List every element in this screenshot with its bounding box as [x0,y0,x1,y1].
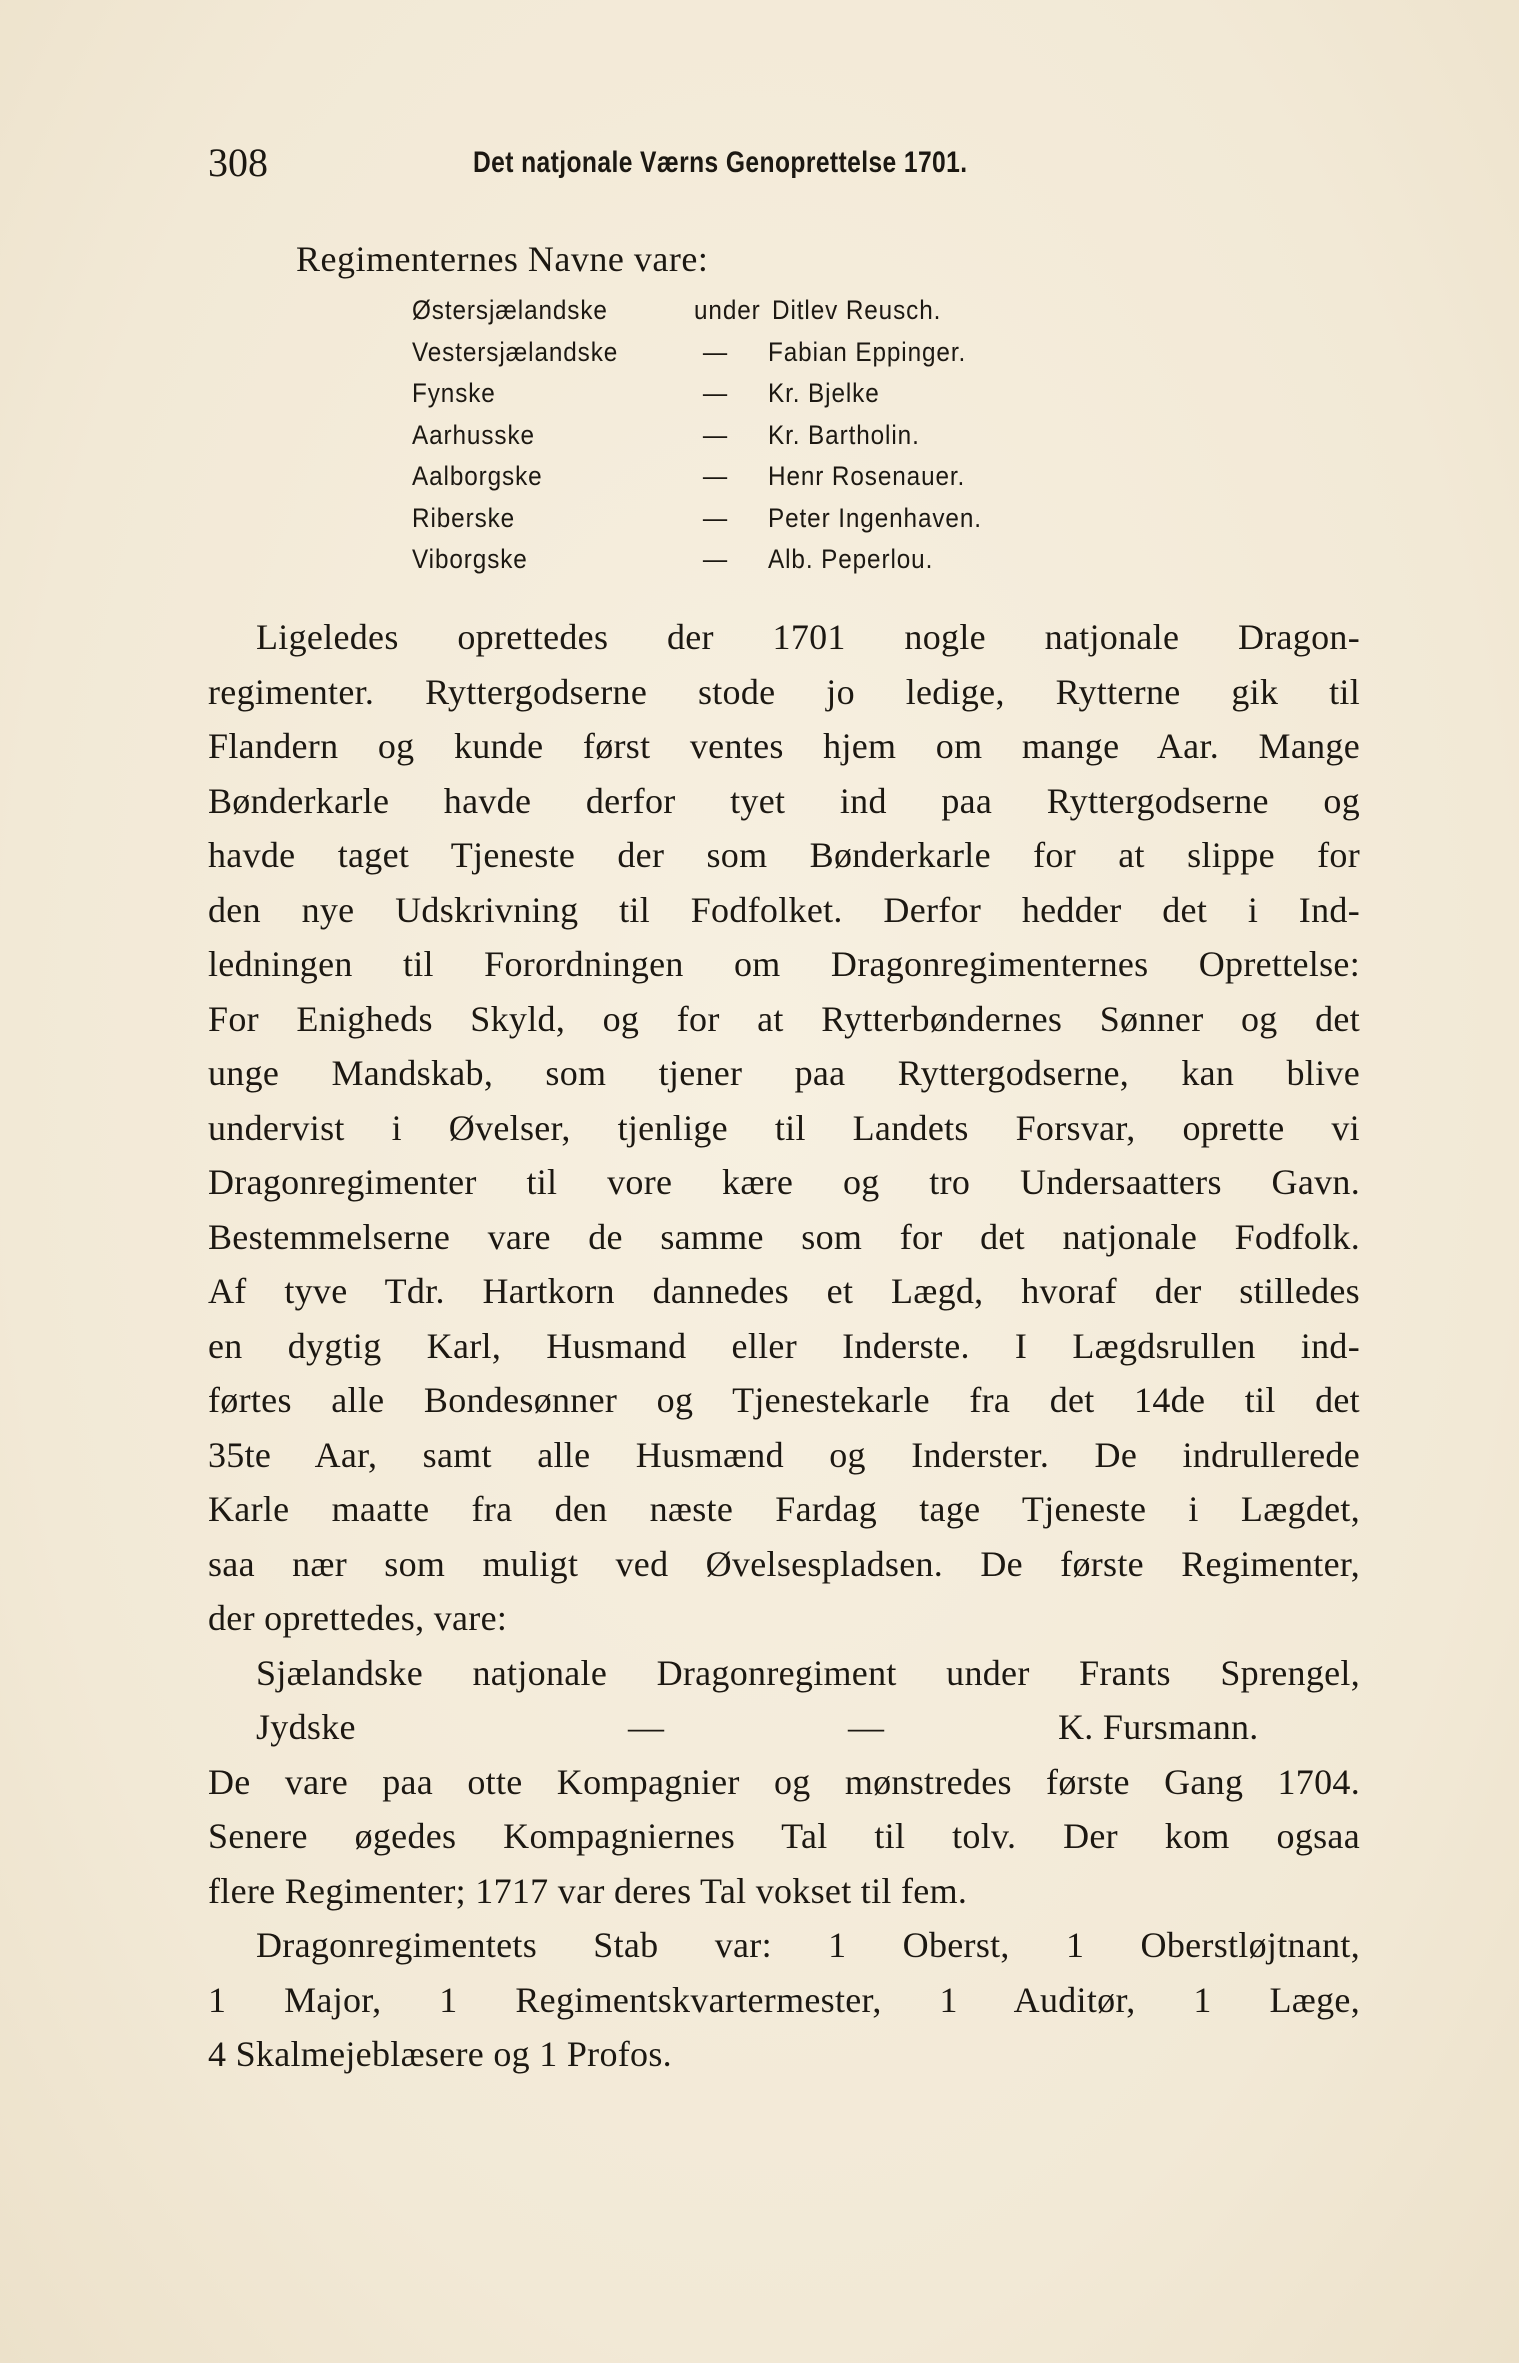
text-line: 1 Major, 1 Regimentskvartermester, 1 Auditør, 1 Læge, [208,1979,1360,2020]
text-line: De vare paa otte Kompagnier og mønstredes første Gang 1704. [208,1761,1360,1802]
regiment-row [412,332,1132,374]
regiment-commander: Henr Rosenauer. [768,461,966,491]
regiment-separator: — [702,544,729,574]
regiment-commander: Ditlev Reusch. [772,295,942,325]
regiment-name: Østersjælandske [412,295,608,325]
text-line: 4 Skalmejeblæsere og 1 Profos. [208,2034,672,2074]
text-line: Bønderkarle havde derfor tyet ind paa Ryttergodserne og [208,780,1360,821]
text-line: regimenter. Ryttergodserne stode jo ledige, Rytterne gik til [208,671,1360,712]
regiment-name: Fynske [412,378,496,408]
regiment-name: Vestersjælandske [412,336,619,367]
regiment-separator: — [702,502,729,533]
text-line: Karle maatte fra den næste Fardag tage Tjeneste i Lægdet, [208,1489,1360,1529]
text-line: unge Mandskab, som tjener paa Ryttergodserne, kan blive [208,1053,1360,1093]
text-line: der oprettedes, vare: [208,1598,508,1638]
text-line: flere Regimenter; 1717 var deres Tal vokset til fem. [208,1870,968,1911]
dragoon-regiment-line: Sjælandske natjonale Dragonregiment under Frants Sprengel, [256,1652,1360,1693]
regiment-list-intro: Regimenternes Navne vare: [296,239,709,279]
dragoon-regiment-commander: K. Fursmann. [1058,1707,1259,1747]
regiment-separator: — [702,461,729,491]
ditto-dash: — [628,1707,665,1747]
text-line: ledningen til Forordningen om Dragonregimenternes Oprettelse: [208,944,1360,984]
regiment-commander: Alb. Peperlou. [768,544,934,574]
regiment-name: Aarhusske [412,419,535,450]
body-text [208,610,1360,2082]
text-line: førtes alle Bondesønner og Tjenestekarle fra det 14de til det [208,1380,1360,1420]
text-line: For Enigheds Skyld, og for at Rytterbøndernes Sønner og det [208,998,1360,1039]
text-line: en dygtig Karl, Husmand eller Inderste. I Lægdsrullen ind- [208,1325,1360,1366]
text-line: Af tyve Tdr. Hartkorn dannedes et Lægd, hvoraf der stilledes [208,1271,1360,1311]
regiment-row [412,456,1132,498]
text-line: Ligeledes oprettedes der 1701 nogle natjonale Dragon- [256,617,1360,657]
text-line: Senere øgedes Kompagniernes Tal til tolv. Der kom ogsaa [208,1816,1360,1856]
regiment-name: Aalborgske [412,461,543,491]
text-line: Bestemmelserne vare de samme som for det natjonale Fodfolk. [208,1216,1360,1257]
text-line: undervist i Øvelser, tjenlige til Landets Forsvar, oprette vi [208,1107,1360,1148]
regiment-separator: — [702,336,729,367]
text-line: Flandern og kunde først ventes hjem om mange Aar. Mange [208,726,1360,766]
regiment-separator: — [702,419,729,450]
regiment-list [412,290,1132,581]
dragoon-regiment-line [208,1700,1360,1755]
regiment-row [412,290,1132,332]
text-line: Dragonregimenter til vore kære og tro Undersaatters Gavn. [208,1162,1360,1202]
regiment-commander: Fabian Eppinger. [768,336,967,367]
text-line: 35te Aar, samt alle Husmænd og Inderster. De indrullerede [208,1434,1360,1475]
page-number: 308 [208,140,268,185]
dragoon-regiment-name: Jydske [256,1707,356,1747]
regiment-row [412,539,1132,581]
regiment-commander: Kr. Bjelke [768,378,880,408]
regiment-separator: under [694,295,761,325]
running-head: Det natjonale Værns Genoprettelse 1701. [473,146,968,179]
ditto-dash: — [848,1707,885,1747]
text-line: Dragonregimentets Stab var: 1 Oberst, 1 Oberstløjtnant, [256,1925,1360,1965]
text-line: havde taget Tjeneste der som Bønderkarle for at slippe for [208,835,1360,875]
regiment-name: Riberske [412,502,516,533]
page-header [208,138,1368,188]
text-line: den nye Udskrivning til Fodfolket. Derfor hedder det i Ind- [208,889,1360,930]
regiment-commander: Kr. Bartholin. [768,419,920,450]
regiment-separator: — [702,378,729,408]
regiment-row [412,498,1132,540]
regiment-row [412,373,1132,415]
regiment-commander: Peter Ingenhaven. [768,502,982,533]
text-line: saa nær som muligt ved Øvelsespladsen. De første Regimenter, [208,1543,1360,1584]
regiment-name: Viborgske [412,544,528,574]
regiment-row [412,415,1132,457]
